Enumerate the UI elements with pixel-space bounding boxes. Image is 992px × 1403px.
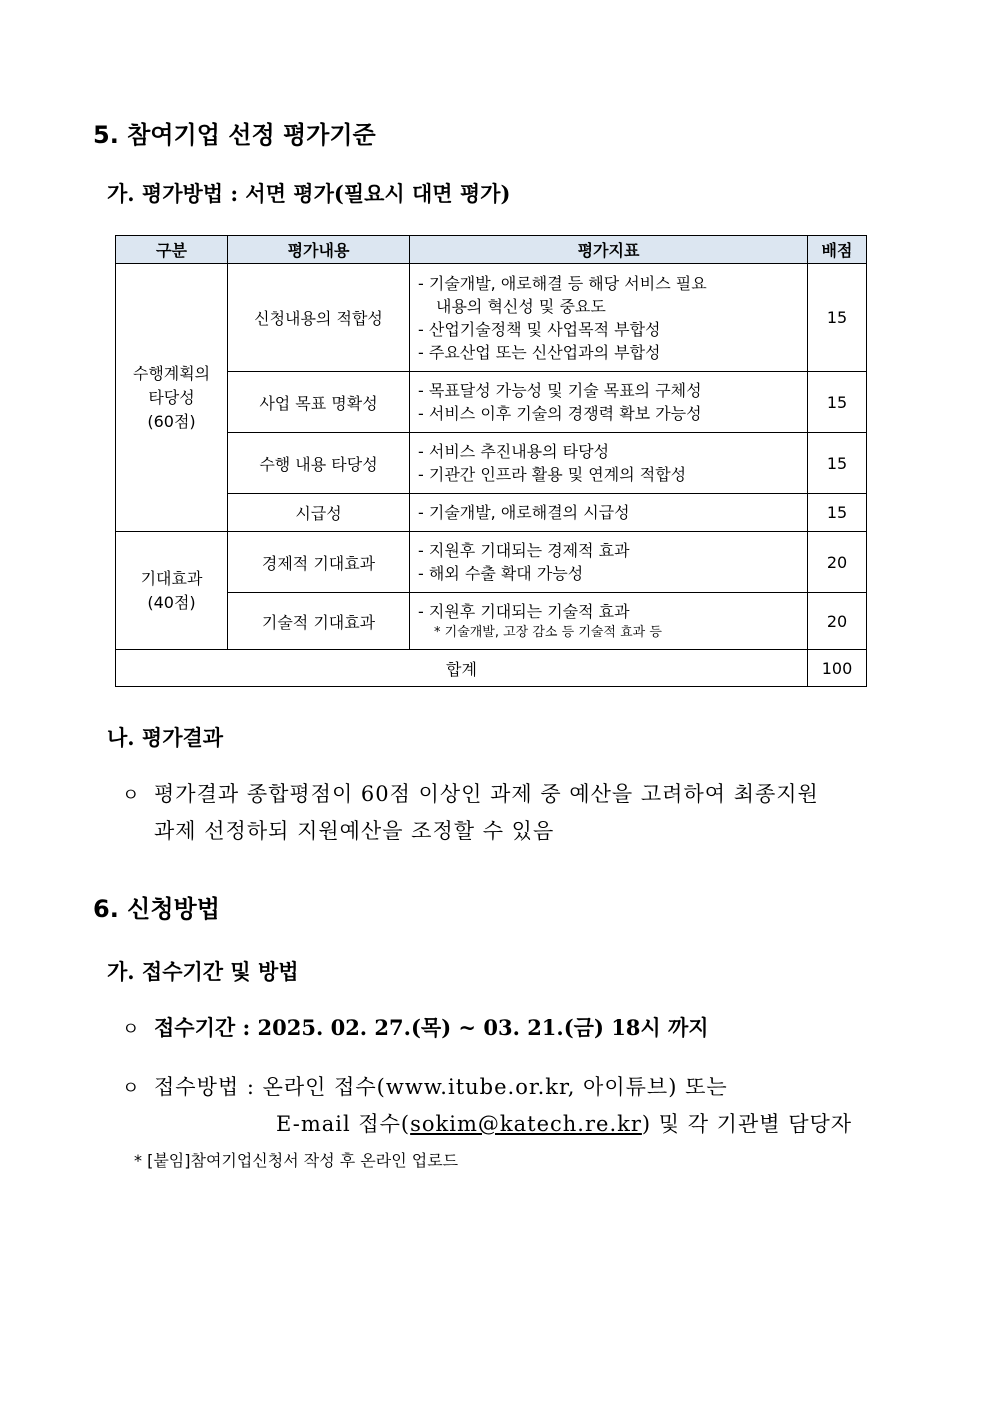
table-row — [116, 494, 867, 532]
result-text-line: 평가결과 종합평점이 60점 이상인 과제 중 예산을 고려하여 최종지원 — [154, 782, 819, 806]
indicator-line: 내용의 혁신성 및 중요도 — [436, 296, 606, 316]
application-period: 접수기간 : 2025. 02. 27.(목) ~ 03. 21.(금) 18시 까지 — [154, 1015, 709, 1040]
group-label-line: 기대효과 — [140, 568, 203, 588]
result-text-line: 과제 선정하되 지원예산을 조정할 수 있음 — [154, 819, 555, 843]
score-cell: 15 — [808, 433, 867, 494]
section-6-title: 6. 신청방법 — [93, 895, 220, 923]
application-method-line: 접수방법 : 온라인 접수(www.itube.or.kr, 아이튜브) 또는 — [154, 1075, 728, 1099]
indicator-line: - 기술개발, 애로해결의 시급성 — [418, 503, 630, 522]
content-cell: 신청내용의 적합성 — [228, 264, 410, 372]
header-content: 평가내용 — [228, 236, 410, 264]
group-label-line: 수행계획의 — [132, 363, 211, 383]
score-cell: 15 — [808, 264, 867, 372]
indicator-cell — [410, 593, 808, 650]
indicator-line: - 해외 수출 확대 가능성 — [418, 564, 584, 583]
indicator-line: - 기관간 인프라 활용 및 연계의 적합성 — [418, 465, 687, 484]
indicator-note: * 기술개발, 고장 감소 등 기술적 효과 등 — [434, 624, 662, 640]
email-link[interactable]: sokim@katech.re.kr — [410, 1112, 642, 1136]
indicator-line: - 산업기술정책 및 사업목적 부합성 — [418, 319, 661, 339]
table-row — [116, 264, 867, 372]
group-label-line: 타당성 — [148, 387, 195, 407]
indicator-line: - 지원후 기대되는 기술적 효과 — [418, 601, 630, 621]
bullet-icon: ㅇ — [122, 1078, 140, 1099]
score-cell: 15 — [808, 372, 867, 433]
header-category: 구분 — [116, 236, 228, 264]
indicator-cell — [410, 532, 808, 593]
indicator-line: - 서비스 이후 기술의 경쟁력 확보 가능성 — [418, 404, 702, 423]
table-row — [116, 433, 867, 494]
section-5b-heading: 나. 평가결과 — [107, 725, 224, 750]
group-expected-effects — [116, 532, 228, 650]
total-label: 합계 — [116, 650, 808, 687]
bullet-icon: ㅇ — [122, 1019, 140, 1040]
bullet-icon: ㅇ — [122, 785, 140, 806]
table-row — [116, 372, 867, 433]
content-cell: 사업 목표 명확성 — [228, 372, 410, 433]
section-5-title: 5. 참여기업 선정 평가기준 — [93, 121, 376, 149]
application-method-line — [276, 1108, 852, 1138]
table-total-row — [116, 650, 867, 687]
header-score: 배점 — [808, 236, 867, 264]
group-plan-validity — [116, 264, 228, 532]
evaluation-table — [115, 235, 867, 687]
content-cell: 시급성 — [228, 494, 410, 532]
indicator-line: - 기술개발, 애로해결 등 해당 서비스 필요 — [418, 273, 707, 293]
table-header-row — [116, 236, 867, 264]
table-row — [116, 532, 867, 593]
indicator-line: - 목표달성 가능성 및 기술 목표의 구체성 — [418, 381, 702, 400]
indicator-line: - 서비스 추진내용의 타당성 — [418, 442, 610, 461]
content-cell: 경제적 기대효과 — [228, 532, 410, 593]
content-cell: 기술적 기대효과 — [228, 593, 410, 650]
table-row — [116, 593, 867, 650]
score-cell: 20 — [808, 593, 867, 650]
section-5a-heading: 가. 평가방법 : 서면 평가(필요시 대면 평가) — [107, 181, 511, 206]
score-cell: 20 — [808, 532, 867, 593]
indicator-line: - 지원후 기대되는 경제적 효과 — [418, 541, 630, 560]
indicator-cell — [410, 494, 808, 532]
indicator-cell — [410, 264, 808, 372]
header-indicator: 평가지표 — [410, 236, 808, 264]
email-prefix: E-mail 접수( — [276, 1112, 411, 1136]
content-cell: 수행 내용 타당성 — [228, 433, 410, 494]
section-6a-heading: 가. 접수기간 및 방법 — [107, 959, 299, 984]
total-score: 100 — [808, 650, 867, 687]
score-cell: 15 — [808, 494, 867, 532]
group-label-line: (60점) — [147, 411, 196, 431]
group-label-line: (40점) — [147, 592, 196, 612]
attachment-note: * [붙임]참여기업신청서 작성 후 온라인 업로드 — [134, 1151, 459, 1170]
email-suffix: ) 및 각 기관별 담당자 — [641, 1112, 853, 1136]
indicator-line: - 주요산업 또는 신산업과의 부합성 — [418, 342, 661, 362]
indicator-cell — [410, 372, 808, 433]
indicator-cell — [410, 433, 808, 494]
